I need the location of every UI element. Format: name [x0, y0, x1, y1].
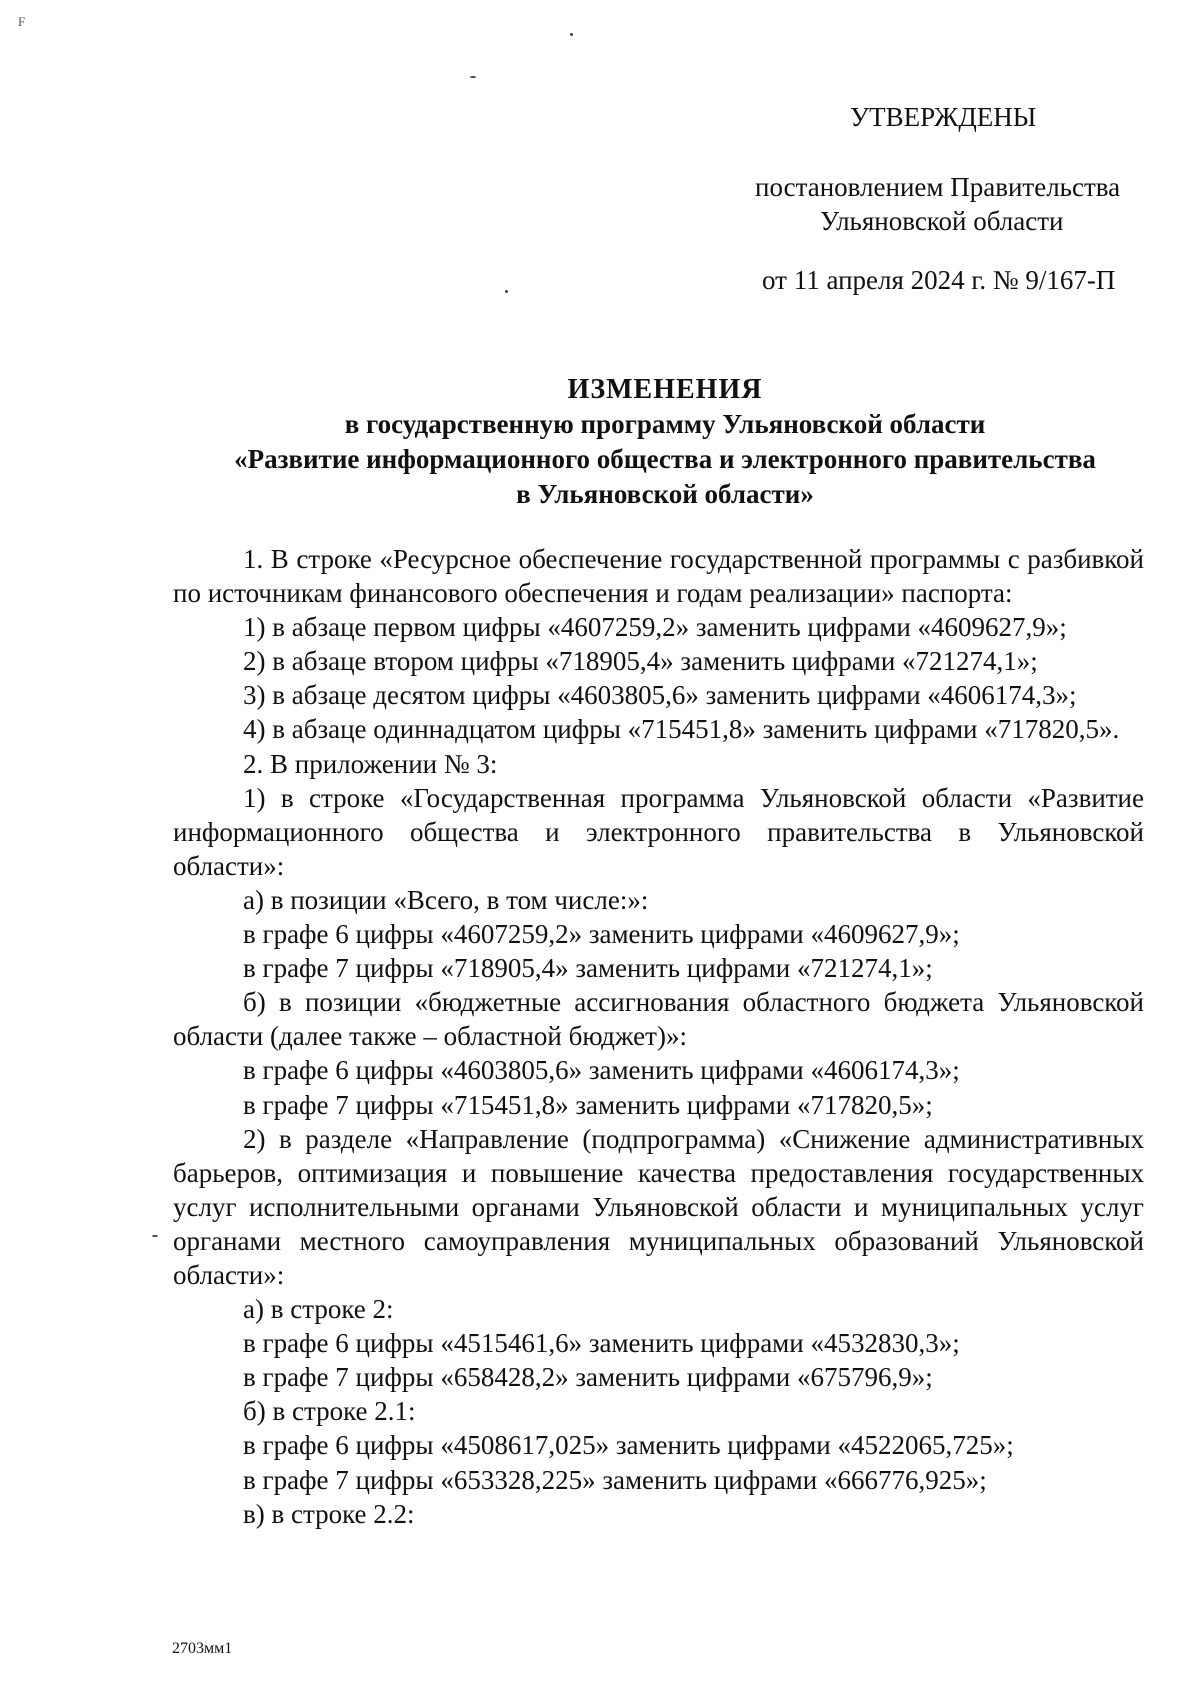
paragraph: в графе 6 цифры «4603805,6» заменить цифрами «4606174,3»;: [243, 1055, 960, 1086]
paragraph: в) в строке 2.2:: [243, 1498, 415, 1529]
approval-date: от 11 апреля 2024 г. № 9/167-П: [762, 265, 1116, 295]
paragraph: в графе 7 цифры «658428,2» заменить цифрами «675796,9»;: [243, 1362, 933, 1393]
paragraph: 2) в абзаце втором цифры «718905,4» заменить цифрами «721274,1»;: [243, 646, 1038, 677]
scan-speck: [152, 1235, 158, 1237]
footer-code: 2703мм1: [172, 1640, 233, 1657]
heading-line1: в государственную программу Ульяновской области: [344, 409, 986, 439]
paragraph: а) в позиции «Всего, в том числе:»:: [243, 884, 649, 915]
paragraph: а) в строке 2:: [243, 1294, 394, 1325]
paragraph: в графе 6 цифры «4607259,2» заменить цифрами «4609627,9»;: [243, 919, 960, 950]
scan-speck: [570, 33, 573, 36]
heading-line3: в Ульяновской области»: [516, 479, 814, 509]
paragraph: в графе 7 цифры «718905,4» заменить цифрами «721274,1»;: [243, 953, 933, 984]
paragraph: 1) в строке «Государственная программа Ульяновской области «Развитие информационного общества и электронного правительства в Ульяновской области»:: [173, 782, 1144, 881]
paragraph: 2) в разделе «Направление (подпрограмма) «Снижение административных барьеров, оптимизация и повышение качества предоставления государственных услуг исполнительными органами Ульяновской области и муниципальных услуг органами местного самоуправления муниципальных образований Ульяновской области»:: [173, 1123, 1144, 1290]
document-body: [173, 542, 1144, 1531]
scan-speck: [505, 290, 508, 293]
paragraph: в графе 7 цифры «653328,225» заменить цифрами «666776,925»;: [243, 1464, 987, 1495]
paragraph: в графе 6 цифры «4508617,025» заменить цифрами «4522065,725»;: [243, 1430, 1014, 1461]
paragraph: в графе 6 цифры «4515461,6» заменить цифрами «4532830,3»;: [243, 1328, 960, 1359]
corner-mark: F: [18, 14, 26, 29]
paragraph: 2. В приложении № 3:: [243, 748, 498, 779]
paragraph: в графе 7 цифры «715451,8» заменить цифрами «717820,5»;: [243, 1089, 933, 1120]
document-heading: [150, 372, 1180, 512]
paragraph: б) в позиции «бюджетные ассигнования областного бюджета Ульяновской области (далее также – областной бюджет)»:: [173, 987, 1144, 1052]
paragraph: 3) в абзаце десятом цифры «4603805,6» заменить цифрами «4606174,3»;: [243, 680, 1077, 711]
paragraph: 4) в абзаце одиннадцатом цифры «715451,8» заменить цифрами «717820,5».: [243, 714, 1120, 745]
approval-title: УТВЕРЖДЕНЫ: [850, 102, 1037, 132]
approval-issuer-line2: Ульяновской области: [820, 206, 1064, 236]
paragraph: 1. В строке «Ресурсное обеспечение государственной программы с разбивкой по источникам финансового обеспечения и годам реализации» паспорта:: [173, 544, 1144, 609]
approval-issuer-line1: постановлением Правительства: [755, 172, 1121, 202]
scan-speck: [470, 76, 476, 78]
paragraph: 1) в абзаце первом цифры «4607259,2» заменить цифрами «4609627,9»;: [243, 612, 1067, 643]
heading-title: ИЗМЕНЕНИЯ: [567, 374, 763, 405]
paragraph: б) в строке 2.1:: [243, 1396, 416, 1427]
heading-line2: «Развитие информационного общества и электронного правительства: [234, 444, 1096, 474]
